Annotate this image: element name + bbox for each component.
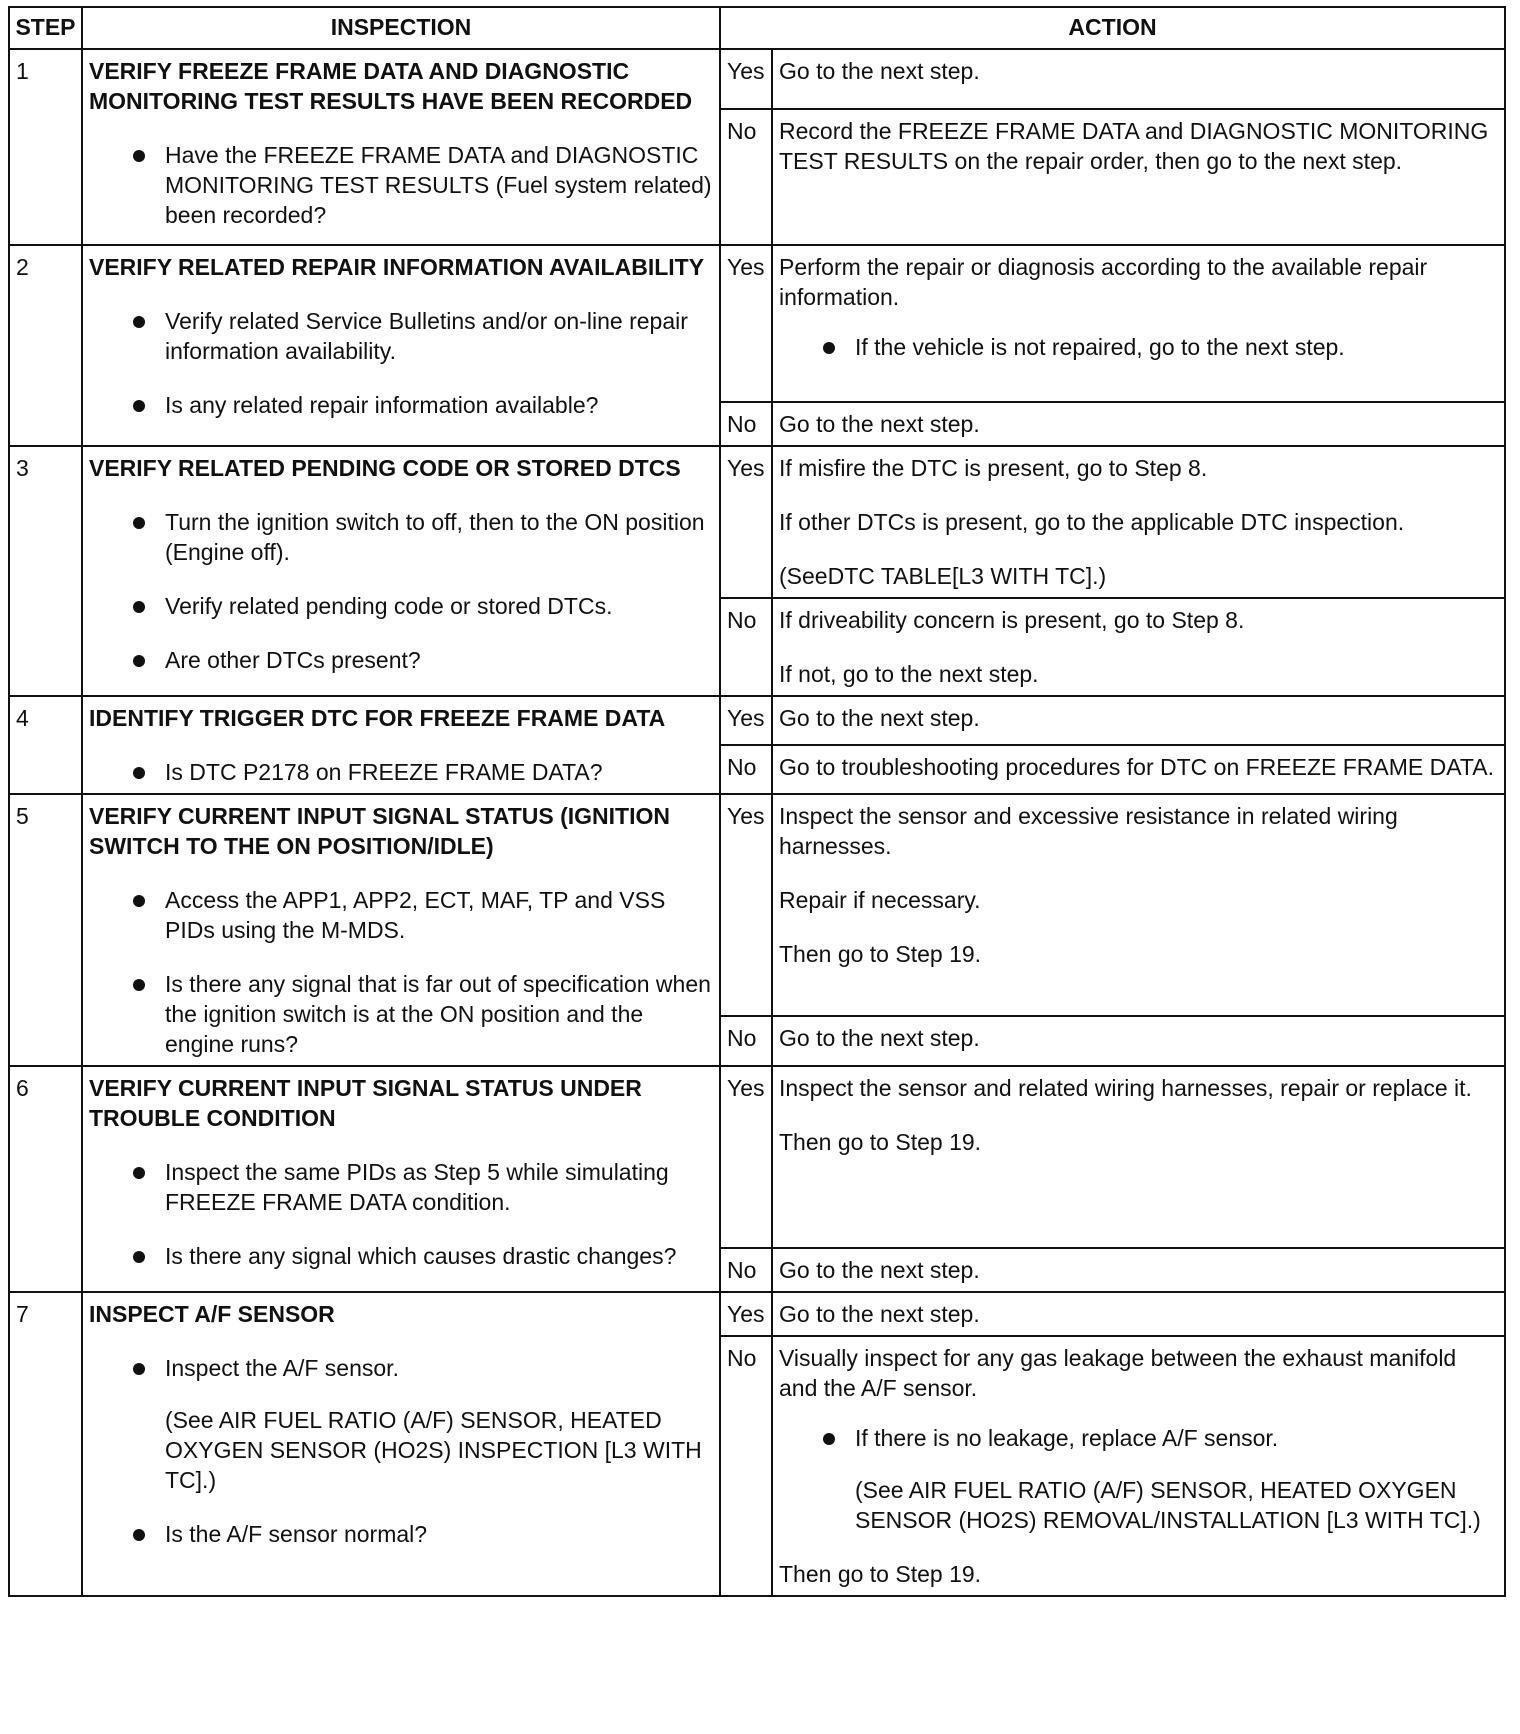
inspection-bullet: Is there any signal that is far out of specification when the ignition switch is at the ON position and the engine runs? <box>89 969 713 1059</box>
inspection-bullet: Turn the ignition switch to off, then to the ON position (Engine off). <box>89 507 713 567</box>
header-action: ACTION <box>720 7 1505 49</box>
step-inspection <box>82 446 720 696</box>
action-no: Go to troubleshooting procedures for DTC on FREEZE FRAME DATA. <box>772 745 1505 794</box>
inspection-bullet: Inspect the same PIDs as Step 5 while simulating FREEZE FRAME DATA condition. <box>89 1157 713 1217</box>
step-title: VERIFY CURRENT INPUT SIGNAL STATUS UNDER TROUBLE CONDITION <box>89 1075 642 1131</box>
step-number: 1 <box>9 49 82 245</box>
action-yes: Go to the next step. <box>772 49 1505 109</box>
inspection-bullet: Inspect the A/F sensor. <box>89 1353 713 1383</box>
step-number: 7 <box>9 1292 82 1596</box>
step-inspection <box>82 49 720 245</box>
answer-no: No <box>720 1016 772 1066</box>
step-number: 3 <box>9 446 82 696</box>
step-title: VERIFY CURRENT INPUT SIGNAL STATUS (IGNITION SWITCH TO THE ON POSITION/IDLE) <box>89 803 670 859</box>
action-bullet: If there is no leakage, replace A/F sensor. <box>779 1423 1498 1453</box>
action-bullet: If the vehicle is not repaired, go to the next step. <box>779 332 1498 362</box>
inspection-bullet: Is DTC P2178 on FREEZE FRAME DATA? <box>89 757 713 787</box>
answer-yes: Yes <box>720 794 772 1016</box>
step-inspection <box>82 696 720 794</box>
step-number: 5 <box>9 794 82 1066</box>
step-6-yes-row <box>9 1066 1505 1248</box>
answer-yes: Yes <box>720 696 772 745</box>
answer-yes: Yes <box>720 245 772 402</box>
step-inspection <box>82 1292 720 1596</box>
header-row <box>9 7 1505 49</box>
header-step: STEP <box>9 7 82 49</box>
answer-yes: Yes <box>720 1066 772 1248</box>
step-5-yes-row <box>9 794 1505 1016</box>
step-3-yes-row <box>9 446 1505 598</box>
inspection-reference: (See AIR FUEL RATIO (A/F) SENSOR, HEATED OXYGEN SENSOR (HO2S) INSPECTION [L3 WITH TC].) <box>165 1407 702 1493</box>
action-yes: Inspect the sensor and related wiring harnesses, repair or replace it. Then go to Step 19. <box>772 1066 1505 1248</box>
inspection-bullet: Are other DTCs present? <box>89 645 713 675</box>
inspection-bullet: Is any related repair information available? <box>89 390 713 420</box>
inspection-bullet: Is the A/F sensor normal? <box>89 1519 713 1549</box>
answer-no: No <box>720 745 772 794</box>
answer-no: No <box>720 402 772 446</box>
answer-yes: Yes <box>720 446 772 598</box>
action-no: Visually inspect for any gas leakage between the exhaust manifold and the A/F sensor. If there is no leakage, replace A/F sensor. (See AIR FUEL RATIO (A/F) SENSOR, HEATED OXYGEN SENSOR (HO2S) REMOVAL/INSTALLATION [L3 WITH TC].) Then go to Step 19. <box>772 1336 1505 1596</box>
step-4-yes-row <box>9 696 1505 745</box>
action-no: Go to the next step. <box>772 402 1505 446</box>
action-tail: Then go to Step 19. <box>779 1561 982 1587</box>
action-yes: If misfire the DTC is present, go to Step 8. If other DTCs is present, go to the applicable DTC inspection. (SeeDTC TABLE[L3 WITH TC].) <box>772 446 1505 598</box>
inspection-bullet: Have the FREEZE FRAME DATA and DIAGNOSTIC MONITORING TEST RESULTS (Fuel system related) been recorded? <box>89 140 713 230</box>
step-number: 2 <box>9 245 82 446</box>
answer-no: No <box>720 598 772 696</box>
action-yes: Go to the next step. <box>772 1292 1505 1336</box>
step-title: VERIFY FREEZE FRAME DATA AND DIAGNOSTIC MONITORING TEST RESULTS HAVE BEEN RECORDED <box>89 58 693 114</box>
step-title: INSPECT A/F SENSOR <box>89 1301 335 1327</box>
action-reference: (See AIR FUEL RATIO (A/F) SENSOR, HEATED OXYGEN SENSOR (HO2S) REMOVAL/INSTALLATION [L3 WITH TC].) <box>855 1477 1481 1533</box>
step-inspection <box>82 1066 720 1292</box>
inspection-bullet: Is there any signal which causes drastic changes? <box>89 1241 713 1271</box>
answer-no: No <box>720 1336 772 1596</box>
action-no: Record the FREEZE FRAME DATA and DIAGNOSTIC MONITORING TEST RESULTS on the repair order, then go to the next step. <box>772 109 1505 245</box>
action-no: Go to the next step. <box>772 1016 1505 1066</box>
inspection-bullet: Verify related Service Bulletins and/or on-line repair information availability. <box>89 306 713 366</box>
inspection-bullet: Verify related pending code or stored DTCs. <box>89 591 713 621</box>
action-yes: Go to the next step. <box>772 696 1505 745</box>
answer-no: No <box>720 109 772 245</box>
action-yes: Perform the repair or diagnosis according to the available repair information. If the vehicle is not repaired, go to the next step. <box>772 245 1505 402</box>
step-title: IDENTIFY TRIGGER DTC FOR FREEZE FRAME DATA <box>89 705 666 731</box>
step-title: VERIFY RELATED REPAIR INFORMATION AVAILABILITY <box>89 254 705 280</box>
answer-yes: Yes <box>720 49 772 109</box>
action-no: Go to the next step. <box>772 1248 1505 1292</box>
step-number: 6 <box>9 1066 82 1292</box>
step-inspection <box>82 245 720 446</box>
step-1-yes-row <box>9 49 1505 109</box>
action-no: If driveability concern is present, go to Step 8. If not, go to the next step. <box>772 598 1505 696</box>
answer-yes: Yes <box>720 1292 772 1336</box>
header-inspection: INSPECTION <box>82 7 720 49</box>
step-2-yes-row <box>9 245 1505 402</box>
inspection-bullet: Access the APP1, APP2, ECT, MAF, TP and VSS PIDs using the M-MDS. <box>89 885 713 945</box>
step-7-yes-row <box>9 1292 1505 1336</box>
answer-no: No <box>720 1248 772 1292</box>
diagnostic-table <box>8 6 1506 1597</box>
step-title: VERIFY RELATED PENDING CODE OR STORED DTCS <box>89 455 681 481</box>
step-number: 4 <box>9 696 82 794</box>
diagnostic-procedure-sheet <box>8 6 1504 1597</box>
step-inspection <box>82 794 720 1066</box>
action-yes: Inspect the sensor and excessive resistance in related wiring harnesses. Repair if necessary. Then go to Step 19. <box>772 794 1505 1016</box>
